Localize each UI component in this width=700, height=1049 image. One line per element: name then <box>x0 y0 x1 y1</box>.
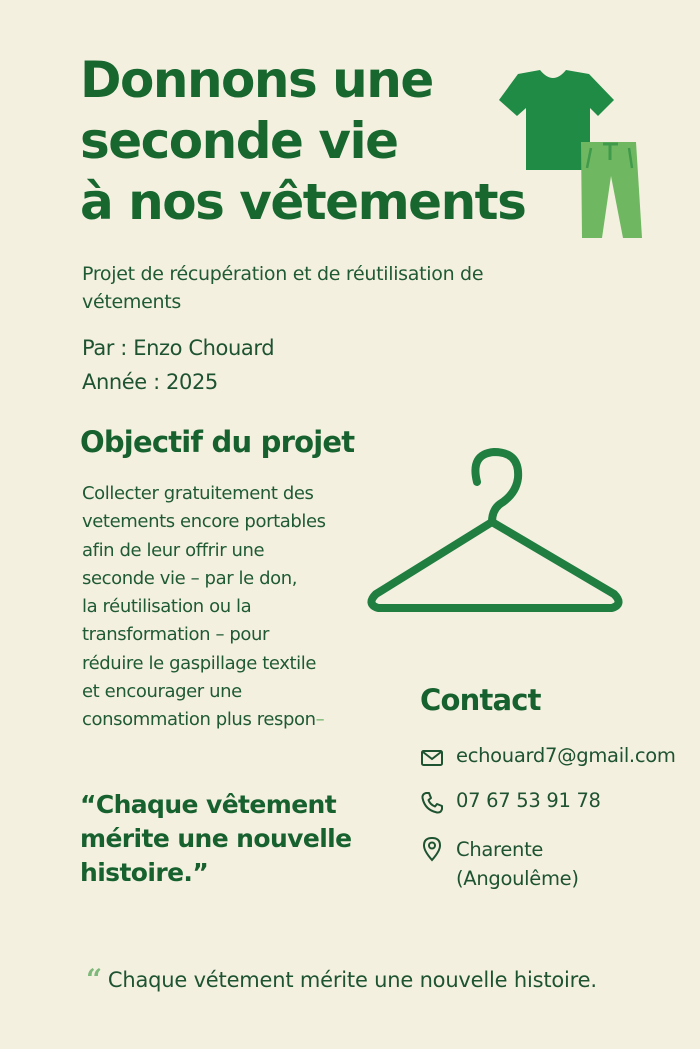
objective-line: la réutilisation ou la <box>82 596 252 618</box>
objective-body <box>82 480 372 735</box>
quote-line: histoire.” <box>80 858 209 887</box>
project-subtitle: Projet de récupération et de réutilisation de vétements <box>82 263 484 313</box>
objective-line: transformation – pour <box>82 624 270 646</box>
hanger-icon <box>362 448 630 616</box>
objective-line: seconde vie – par le don, <box>82 567 298 589</box>
objective-line: consommation plus respon– <box>82 709 325 731</box>
hanger-illustration <box>362 448 630 616</box>
phone-text[interactable]: 07 67 53 91 78 <box>456 789 601 812</box>
objective-line: Collecter gratuitement des <box>82 483 314 504</box>
tshirt-pants-icon <box>496 68 646 243</box>
objective-heading: Objectif du projet <box>80 425 355 459</box>
highlight-quote <box>80 788 380 890</box>
footer-quote <box>86 963 597 996</box>
year: Année : 2025 <box>82 370 218 394</box>
hyphen: – <box>315 709 325 731</box>
clothes-illustration <box>496 68 646 243</box>
location-pin-icon <box>420 836 444 860</box>
title-line-2: seconde vie <box>80 112 398 170</box>
footer-text: Chaque vétement mérite une nouvelle histoire. <box>107 968 597 992</box>
quote-line: “Chaque vêtement <box>80 790 337 819</box>
title-line-1: Donnons une <box>80 51 433 109</box>
mail-icon <box>420 746 444 770</box>
title-line-3: à nos vêtements <box>80 173 526 231</box>
phone-icon <box>420 791 444 815</box>
objective-line: et encourager une <box>82 681 242 703</box>
page-title <box>80 50 525 233</box>
location-text: Charente (Angoulême) <box>456 838 579 890</box>
contact-location <box>420 835 579 893</box>
objective-line: vetements encore portables <box>82 511 326 533</box>
objective-line: afin de leur offrir une <box>82 539 265 561</box>
objective-line: réduire le gaspillage textile <box>82 652 317 674</box>
author: Par : Enzo Chouard <box>82 336 275 360</box>
quote-mark-icon: “ <box>86 963 102 996</box>
contact-heading: Contact <box>420 683 541 717</box>
contact-email[interactable] <box>420 744 676 770</box>
quote-line: mérite une nouvelle <box>80 824 352 853</box>
contact-phone[interactable] <box>420 789 601 815</box>
email-text[interactable]: echouard7@gmail.com <box>456 744 676 767</box>
